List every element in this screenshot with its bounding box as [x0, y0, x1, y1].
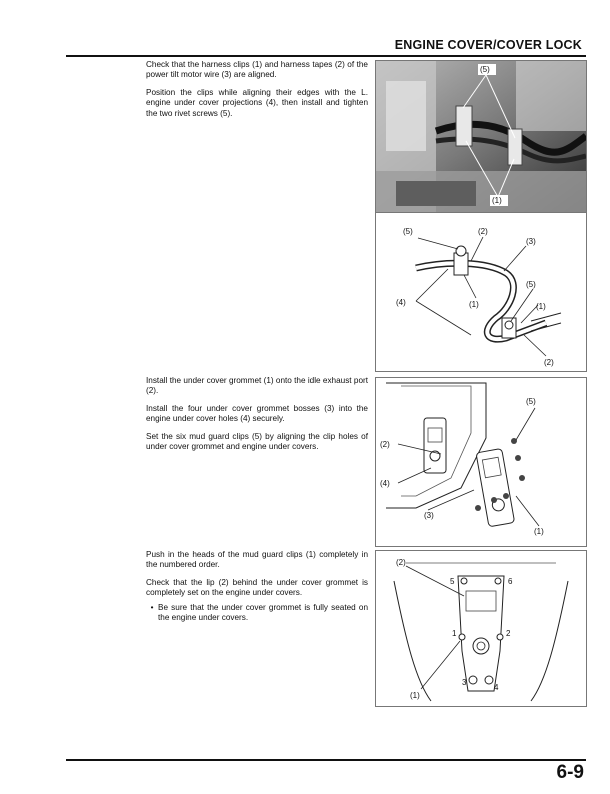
harness-clip-photo — [375, 60, 587, 213]
clip-label-5a: (5) — [403, 227, 413, 236]
order-number-4: 4 — [494, 683, 499, 692]
section-1-text — [146, 60, 368, 126]
clip-label-5b: (5) — [526, 280, 536, 289]
order-number-6: 6 — [508, 577, 513, 586]
grommet-install-diagram — [375, 377, 587, 547]
order-label-clip: (1) — [410, 691, 420, 700]
photo-label-1: (1) — [492, 196, 502, 205]
grommet-label-3: (3) — [424, 511, 434, 520]
grommet-label-2: (2) — [380, 440, 390, 449]
footer-rule — [66, 759, 586, 761]
paragraph: Install the under cover grommet (1) onto the idle exhaust port (2). — [146, 376, 368, 396]
bullet-text: Be sure that the under cover grommet is fully seated on the engine under covers. — [158, 602, 368, 623]
order-number-1: 1 — [452, 629, 457, 638]
harness-clip-diagram — [375, 212, 587, 372]
clip-label-3: (3) — [526, 237, 536, 246]
order-label-lip: (2) — [396, 558, 406, 567]
paragraph: Position the clips while aligning their edges with the L. engine under cover projections (4), then install and tighten the two rivet screws (5). — [146, 87, 368, 118]
order-number-2: 2 — [506, 629, 511, 638]
clip-label-1a: (1) — [469, 300, 479, 309]
clip-label-4: (4) — [396, 298, 406, 307]
paragraph: Check that the lip (2) behind the under cover grommet is completely set on the engine under covers. — [146, 577, 368, 598]
paragraph: Check that the harness clips (1) and harness tapes (2) of the power tilt motor wire (3) are aligned. — [146, 60, 368, 80]
page-header-title: ENGINE COVER/COVER LOCK — [394, 38, 582, 52]
bullet-icon: • — [150, 602, 154, 612]
grommet-label-5: (5) — [526, 397, 536, 406]
order-number-5: 5 — [450, 577, 455, 586]
header-rule — [66, 55, 586, 57]
section-3-text — [146, 550, 368, 623]
section-2-text — [146, 376, 368, 459]
photo-label-5: (5) — [480, 65, 490, 74]
page-number: 6-9 — [556, 762, 584, 783]
paragraph: Install the four under cover grommet bosses (3) into the engine under cover holes (4) securely. — [146, 403, 368, 424]
clip-order-diagram — [375, 550, 587, 707]
order-number-3: 3 — [462, 678, 467, 687]
note-bullet — [146, 603, 368, 624]
paragraph: Push in the heads of the mud guard clips (1) completely in the numbered order. — [146, 550, 368, 570]
grommet-label-4: (4) — [380, 479, 390, 488]
grommet-label-1: (1) — [534, 527, 544, 536]
clip-label-2b: (2) — [544, 358, 554, 367]
paragraph: Set the six mud guard clips (5) by aligning the clip holes of under cover grommet and engine under covers. — [146, 431, 368, 452]
clip-label-2a: (2) — [478, 227, 488, 236]
clip-label-1b: (1) — [536, 302, 546, 311]
